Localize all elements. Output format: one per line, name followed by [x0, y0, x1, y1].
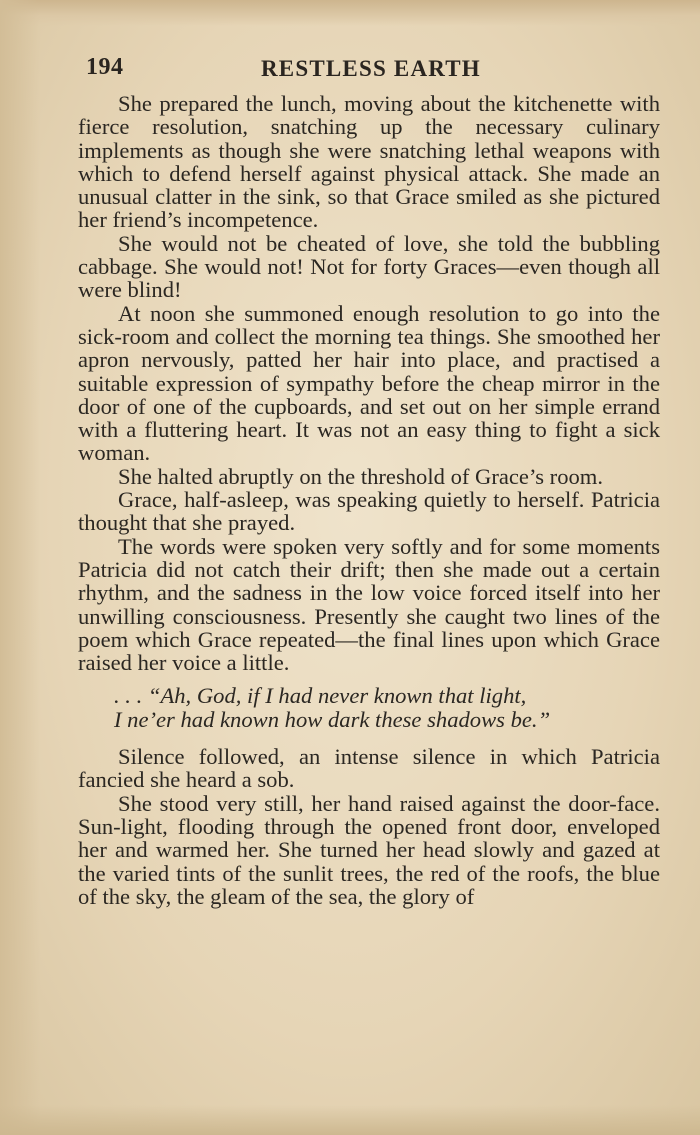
running-head: RESTLESS EARTH [261, 56, 481, 81]
page-header [86, 54, 660, 88]
poem-quotation [114, 684, 660, 731]
paragraph: She would not be cheated of love, she told the bubbling cabbage. She would not! Not for forty Graces—even though all were blind! [78, 230, 660, 303]
page-left-edge [0, 0, 40, 1135]
page-number: 194 [86, 54, 124, 80]
paragraph: She prepared the lunch, moving about the kitchenette with fierce resolution, snatching up the necessary culinary implements as though she were snatching lethal weapons with which to defend herself against physical attack. She made an unusual clatter in the sink, so that Grace smiled as she pictured her friend’s incompetence. [78, 91, 660, 233]
body-text [78, 92, 660, 908]
paragraph: She halted abruptly on the threshold of Grace’s room. [118, 463, 604, 489]
paragraph: Silence followed, an intense silence in which Patricia fancied she heard a sob. [78, 744, 660, 793]
paragraph: Grace, half-asleep, was speaking quietly to herself. Patricia thought that she prayed. [78, 487, 660, 536]
page-bottom-edge [0, 1105, 700, 1135]
paragraph: At noon she summoned enough resolution to go into the sick-room and collect the morning tea things. She smoothed her apron nervously, patted her hair into place, and practised a suitable expression of sympathy before the cheap mirror in the door of one of the cupboards, and set out on her simple errand with a fluttering heart. It was not an easy thing to fight a sick woman. [78, 300, 660, 466]
page-top-edge [0, 0, 700, 26]
paragraph: She stood very still, her hand raised against the door-face. Sun-light, flooding through the opened front door, enveloped her and warmed her. She turned her head slowly and gazed at the varied tints of the sunlit trees, the red of the roofs, the blue of the sky, the gleam of the sea, the glory of [78, 790, 660, 909]
paragraph: The words were spoken very softly and for some moments Patricia did not catch their drift; then she made out a certain rhythm, and the sadness in the low voice forced itself into her unwilling consciousness. Presently she caught two lines of the poem which Grace repeated—the final lines upon which Grace raised her voice a little. [78, 533, 660, 676]
poem-line: I ne’er had known how dark these shadows be.” [114, 706, 551, 732]
poem-line: . . . “Ah, God, if I had never known that light, [114, 683, 527, 709]
